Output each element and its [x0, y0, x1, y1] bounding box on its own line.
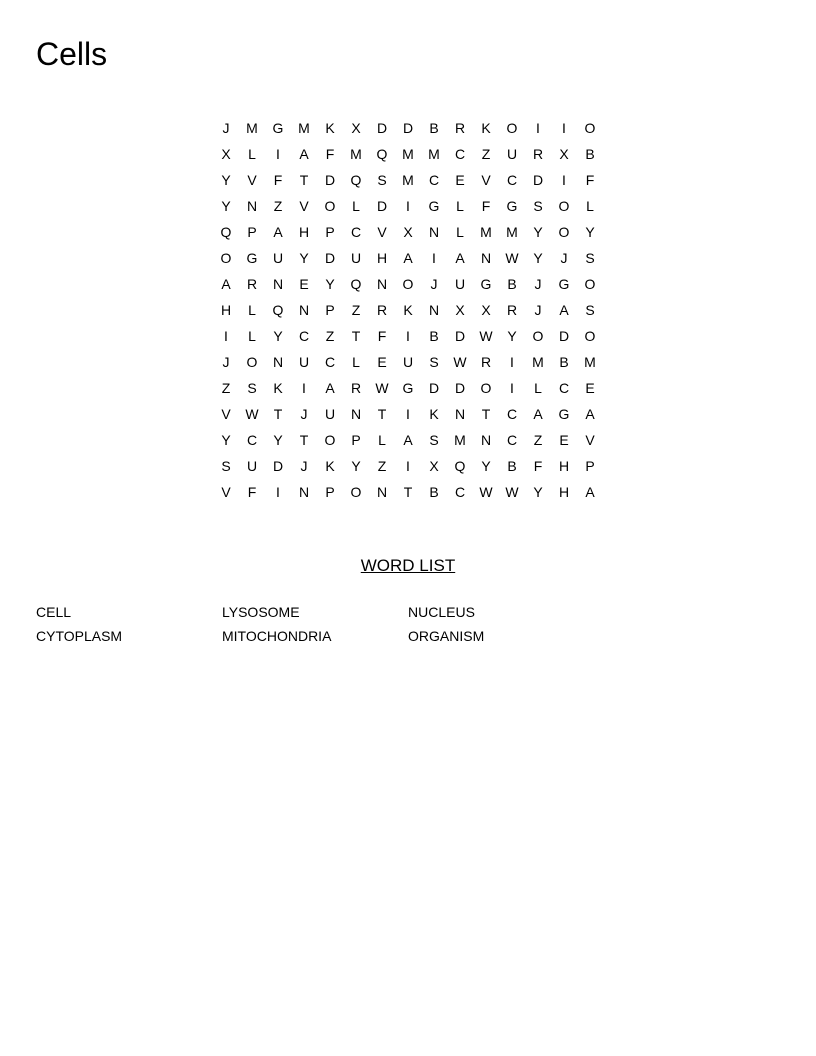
grid-letter: N — [480, 432, 492, 448]
grid-letter: B — [429, 484, 439, 500]
grid-letter: O — [480, 380, 492, 396]
grid-letter: J — [222, 120, 230, 136]
grid-letter: M — [246, 120, 258, 136]
grid-letter: X — [351, 120, 361, 136]
grid-letter: M — [506, 224, 518, 240]
grid-letter: P — [351, 432, 361, 448]
grid-letter: U — [506, 146, 518, 162]
grid-letter: L — [248, 328, 256, 344]
grid-letter: L — [534, 380, 542, 396]
word-list-heading: WORD LIST — [360, 556, 456, 575]
grid-letter: F — [273, 172, 283, 188]
grid-letter: W — [479, 328, 493, 344]
grid-letter: W — [479, 484, 493, 500]
grid-letter: H — [376, 250, 388, 266]
grid-letter: Y — [273, 432, 283, 448]
grid-letter: A — [403, 432, 413, 448]
grid-letter: P — [585, 458, 595, 474]
grid-letter: M — [480, 224, 492, 240]
grid-letter: L — [378, 432, 386, 448]
grid-letter: J — [560, 250, 568, 266]
grid-letter: O — [402, 276, 414, 292]
grid-letter: T — [351, 328, 361, 344]
grid-letter: C — [506, 406, 518, 422]
grid-letter: Q — [376, 146, 388, 162]
grid-letter: N — [298, 484, 310, 500]
grid-letter: V — [221, 484, 231, 500]
grid-letter: V — [481, 172, 491, 188]
grid-letter: A — [325, 380, 335, 396]
word-list-item: LYSOSOME — [222, 604, 300, 620]
grid-letter: X — [481, 302, 491, 318]
grid-letter: O — [324, 198, 336, 214]
grid-letter: L — [456, 224, 464, 240]
grid-letter: I — [432, 250, 436, 266]
grid-letter: N — [428, 224, 440, 240]
word-list-item: CYTOPLASM — [36, 628, 123, 644]
grid-letter: G — [558, 406, 570, 422]
grid-letter: Q — [272, 302, 284, 318]
grid-letter: X — [559, 146, 569, 162]
grid-letter: Y — [221, 198, 231, 214]
grid-letter: N — [376, 276, 388, 292]
grid-letter: F — [325, 146, 335, 162]
grid-letter: D — [428, 380, 440, 396]
page-title: Cells — [36, 36, 108, 72]
grid-letter: F — [247, 484, 257, 500]
grid-letter: O — [506, 120, 518, 136]
grid-letter: K — [273, 380, 283, 396]
grid-letter: E — [559, 432, 569, 448]
grid-letter: C — [350, 224, 362, 240]
grid-letter: D — [454, 328, 466, 344]
grid-letter: J — [534, 302, 542, 318]
grid-letter: O — [584, 328, 596, 344]
grid-letter: R — [454, 120, 466, 136]
grid-letter: N — [246, 198, 258, 214]
grid-letter: M — [584, 354, 596, 370]
grid-letter: B — [429, 328, 439, 344]
grid-letter: Y — [533, 224, 543, 240]
grid-letter: N — [298, 302, 310, 318]
grid-letter: J — [430, 276, 438, 292]
grid-letter: H — [558, 484, 570, 500]
grid-letter: G — [480, 276, 492, 292]
grid-letter: J — [534, 276, 542, 292]
grid-letter: R — [532, 146, 544, 162]
grid-letter: F — [533, 458, 543, 474]
grid-letter: T — [403, 484, 413, 500]
grid-letter: G — [558, 276, 570, 292]
grid-letter: M — [402, 172, 414, 188]
grid-letter: J — [300, 458, 308, 474]
word-list-item: CELL — [36, 604, 72, 620]
grid-letter: P — [325, 484, 335, 500]
grid-letter: C — [454, 146, 466, 162]
grid-letter: X — [429, 458, 439, 474]
grid-letter: O — [220, 250, 232, 266]
grid-letter: D — [376, 120, 388, 136]
grid-letter: V — [221, 406, 231, 422]
grid-letter: W — [245, 406, 259, 422]
grid-letter: B — [585, 146, 595, 162]
grid-letter: K — [429, 406, 439, 422]
grid-letter: D — [324, 172, 336, 188]
grid-letter: T — [299, 172, 309, 188]
grid-letter: O — [584, 120, 596, 136]
grid-letter: A — [559, 302, 569, 318]
grid-letter: M — [532, 354, 544, 370]
grid-letter: I — [562, 120, 566, 136]
grid-letter: N — [272, 276, 284, 292]
grid-letter: T — [377, 406, 387, 422]
grid-letter: B — [507, 276, 517, 292]
grid-letter: O — [324, 432, 336, 448]
grid-letter: H — [298, 224, 310, 240]
grid-letter: T — [481, 406, 491, 422]
grid-letter: D — [402, 120, 414, 136]
grid-letter: Y — [533, 250, 543, 266]
grid-letter: C — [428, 172, 440, 188]
grid-letter: M — [402, 146, 414, 162]
grid-letter: I — [562, 172, 566, 188]
grid-letter: W — [375, 380, 389, 396]
grid-letter: N — [480, 250, 492, 266]
grid-letter: A — [455, 250, 465, 266]
grid-letter: I — [406, 198, 410, 214]
grid-letter: B — [507, 458, 517, 474]
grid-letter: Q — [350, 276, 362, 292]
grid-letter: V — [247, 172, 257, 188]
grid-letter: Y — [585, 224, 595, 240]
grid-letter: E — [455, 172, 465, 188]
grid-letter: G — [272, 120, 284, 136]
grid-letter: S — [585, 250, 595, 266]
grid-letter: O — [584, 276, 596, 292]
grid-letter: P — [325, 224, 335, 240]
grid-letter: Q — [220, 224, 232, 240]
grid-letter: R — [350, 380, 362, 396]
grid-letter: D — [324, 250, 336, 266]
grid-letter: Y — [221, 432, 231, 448]
grid-letter: R — [480, 354, 492, 370]
grid-letter: Z — [533, 432, 543, 448]
grid-letter: P — [325, 302, 335, 318]
grid-letter: G — [506, 198, 518, 214]
word-search-grid — [213, 115, 603, 505]
grid-letter: L — [456, 198, 464, 214]
grid-letter: I — [510, 380, 514, 396]
grid-letter: I — [224, 328, 228, 344]
grid-letter: O — [246, 354, 258, 370]
word-list — [36, 600, 594, 648]
grid-letter: D — [558, 328, 570, 344]
grid-letter: J — [222, 354, 230, 370]
grid-letter: E — [377, 354, 387, 370]
grid-letter: K — [325, 120, 335, 136]
grid-letter: R — [246, 276, 258, 292]
grid-letter: M — [454, 432, 466, 448]
grid-letter: C — [506, 172, 518, 188]
grid-letter: D — [532, 172, 544, 188]
grid-letter: S — [247, 380, 257, 396]
grid-letter: O — [558, 198, 570, 214]
grid-letter: L — [248, 146, 256, 162]
grid-letter: V — [377, 224, 387, 240]
grid-letter: A — [585, 406, 595, 422]
grid-letter: Z — [325, 328, 335, 344]
grid-letter: Z — [377, 458, 387, 474]
grid-letter: N — [428, 302, 440, 318]
grid-letter: G — [402, 380, 414, 396]
grid-letter: K — [481, 120, 491, 136]
grid-letter: C — [454, 484, 466, 500]
grid-letter: V — [299, 198, 309, 214]
grid-letter: Y — [507, 328, 517, 344]
grid-letter: S — [533, 198, 543, 214]
grid-letter: I — [536, 120, 540, 136]
grid-letter: C — [324, 354, 336, 370]
grid-letter: Q — [454, 458, 466, 474]
grid-letter: Y — [221, 172, 231, 188]
grid-letter: N — [454, 406, 466, 422]
grid-letter: K — [403, 302, 413, 318]
grid-letter: I — [406, 328, 410, 344]
grid-letter: F — [481, 198, 491, 214]
grid-letter: H — [220, 302, 232, 318]
grid-letter: I — [406, 458, 410, 474]
grid-letter: Y — [481, 458, 491, 474]
grid-letter: D — [454, 380, 466, 396]
grid-letter: G — [428, 198, 440, 214]
word-list-item: NUCLEUS — [408, 604, 475, 620]
grid-letter: S — [377, 172, 387, 188]
grid-letter: D — [272, 458, 284, 474]
grid-letter: L — [586, 198, 594, 214]
grid-letter: A — [273, 224, 283, 240]
grid-letter: B — [559, 354, 569, 370]
grid-letter: C — [246, 432, 258, 448]
grid-letter: R — [506, 302, 518, 318]
grid-letter: X — [221, 146, 231, 162]
grid-letter: Y — [325, 276, 335, 292]
word-list-item: ORGANISM — [408, 628, 485, 644]
grid-letter: U — [298, 354, 310, 370]
grid-letter: W — [505, 250, 519, 266]
grid-letter: U — [350, 250, 362, 266]
grid-letter: M — [350, 146, 362, 162]
grid-letter: M — [298, 120, 310, 136]
grid-letter: S — [429, 432, 439, 448]
grid-letter: C — [298, 328, 310, 344]
grid-letter: U — [324, 406, 336, 422]
grid-letter: I — [276, 146, 280, 162]
grid-letter: J — [300, 406, 308, 422]
grid-letter: U — [272, 250, 284, 266]
grid-letter: U — [246, 458, 258, 474]
grid-letter: P — [247, 224, 257, 240]
grid-letter: A — [585, 484, 595, 500]
grid-letter: O — [350, 484, 362, 500]
grid-letter: U — [402, 354, 414, 370]
grid-letter: I — [510, 354, 514, 370]
grid-letter: A — [221, 276, 231, 292]
grid-letter: E — [585, 380, 595, 396]
grid-letter: D — [376, 198, 388, 214]
grid-letter: Z — [273, 198, 283, 214]
grid-letter: C — [506, 432, 518, 448]
grid-letter: K — [325, 458, 335, 474]
grid-letter: W — [453, 354, 467, 370]
grid-letter: A — [299, 146, 309, 162]
grid-letter: S — [221, 458, 231, 474]
grid-letter: R — [376, 302, 388, 318]
grid-letter: H — [558, 458, 570, 474]
grid-letter: B — [429, 120, 439, 136]
grid-letter: I — [302, 380, 306, 396]
word-list-item: MITOCHONDRIA — [222, 628, 332, 644]
grid-letter: X — [403, 224, 413, 240]
grid-letter: Q — [350, 172, 362, 188]
grid-letter: M — [428, 146, 440, 162]
grid-letter: A — [533, 406, 543, 422]
grid-letter: S — [585, 302, 595, 318]
grid-letter: V — [585, 432, 595, 448]
grid-letter: O — [532, 328, 544, 344]
grid-letter: Y — [533, 484, 543, 500]
grid-letter: L — [352, 354, 360, 370]
grid-letter: I — [276, 484, 280, 500]
grid-letter: F — [377, 328, 387, 344]
grid-letter: L — [352, 198, 360, 214]
grid-letter: N — [272, 354, 284, 370]
grid-letter: T — [273, 406, 283, 422]
grid-letter: C — [558, 380, 570, 396]
grid-letter: E — [299, 276, 309, 292]
grid-letter: X — [455, 302, 465, 318]
grid-letter: Y — [273, 328, 283, 344]
grid-letter: I — [406, 406, 410, 422]
grid-letter: U — [454, 276, 466, 292]
grid-letter: A — [403, 250, 413, 266]
grid-letter: L — [248, 302, 256, 318]
grid-letter: Y — [351, 458, 361, 474]
grid-letter: Z — [221, 380, 231, 396]
grid-letter: F — [585, 172, 595, 188]
grid-letter: G — [246, 250, 258, 266]
grid-letter: Y — [299, 250, 309, 266]
grid-letter: T — [299, 432, 309, 448]
grid-letter: O — [558, 224, 570, 240]
grid-letter: Z — [351, 302, 361, 318]
grid-letter: W — [505, 484, 519, 500]
grid-letter: Z — [481, 146, 491, 162]
grid-letter: N — [350, 406, 362, 422]
grid-letter: S — [429, 354, 439, 370]
grid-letter: N — [376, 484, 388, 500]
